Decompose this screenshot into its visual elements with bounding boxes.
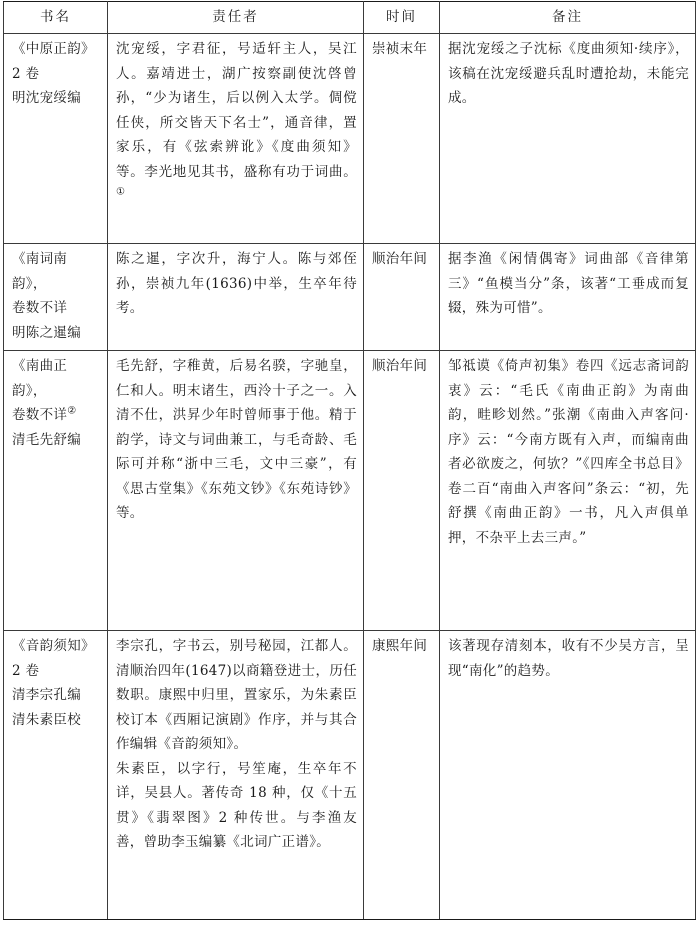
table-row [4,351,696,631]
book-proofreader: 清朱素臣校 [12,711,81,728]
author-cell [108,34,364,244]
bibliography-table [3,1,696,920]
remark-cell [440,34,696,244]
author-cell [108,631,364,920]
book-title: 《南曲正韵》， [12,358,68,399]
author-bio: 毛先舒，字稚黄，后易名骙，字驰皇，仁和人。明末诸生，西泠十子之一。入清不仕，洪昇少年时曾师事于他。精于韵学，诗文与词曲兼工，与毛奇龄、毛际可并称“浙中三毛，文中三豪”，有《思古堂集》《东苑文钞》《东苑诗钞》等。 [116,358,357,521]
remark-text: 该著现存清刻本，收有不少吴方言，呈现“南化”的趋势。 [448,638,689,679]
remark-cell [440,244,696,351]
book-compiler: 清李宗孔编 [12,687,81,703]
book-volumes: 2 卷 [12,662,40,679]
book-volumes: 卷数不详 [12,300,68,316]
time-cell: 康熙年间 [364,631,440,920]
remark-cell [440,631,696,920]
author-bio: 陈之暹，字次升，海宁人。陈与郊侄孙，崇祯九年(1636)中举，生卒年待考。 [116,251,357,316]
book-cell [4,244,108,351]
author-bio: 沈宠绥，字君征，号适轩主人，吴江人。嘉靖进士，湖广按察副使沈啓曾孙，“少为诸生，后以例入太学。倜傥任侠，所交皆天下名士”，通音律，置家乐，有《弦索辨讹》《度曲须知》等。李光地见其书，盛称有功于词曲。① [116,41,357,198]
author-cell [108,351,364,631]
book-title: 《中原正韵》 [12,41,95,57]
header-author: 责任者 [108,2,364,34]
book-volumes: 卷数不详② [12,405,77,423]
book-title: 《南词南韵》， [12,251,68,292]
header-time: 时间 [364,2,440,34]
book-compiler: 明陈之暹编 [12,324,81,341]
time-cell: 顺治年间 [364,351,440,631]
author-bio: 李宗孔，字书云，别号秘园，江都人。清顺治四年(1647)以商籍登进士，历任数职。康熙中归里，置家乐，为朱素臣校订本《西厢记演剧》作序，并与其合作编辑《音韵须知》。 [116,638,357,752]
footnote-marker: ② [67,405,77,417]
book-cell [4,34,108,244]
remark-text: 据李渔《闲情偶寄》词曲部《音律第三》“鱼模当分”条，该著“工垂成而复辍，殊为可惜”。 [448,251,689,316]
header-remark: 备注 [440,2,696,34]
time-cell: 崇祯末年 [364,34,440,244]
book-volumes: 2 卷 [12,65,40,82]
book-cell [4,631,108,920]
remark-text: 据沈宠绥之子沈标《度曲须知·续序》，该稿在沈宠绥避兵乱时遭抢劫，未能完成。 [448,41,689,106]
book-compiler: 清毛先舒编 [12,431,81,448]
table-row [4,34,696,244]
header-book: 书名 [4,2,108,34]
book-title: 《音韵须知》 [12,638,95,654]
footnote-marker: ① [116,186,126,198]
header-row [4,2,696,34]
time-cell: 顺治年间 [364,244,440,351]
book-cell [4,351,108,631]
remark-text: 邹祗谟《倚声初集》卷四《远志斋词韵衷》云：“毛氏《南曲正韵》为南曲韵，畦畛划然。”张潮《南曲入声客问·序》云：“今南方既有入声，而编南曲者必欲废之，何欤？”《四库全书总目》卷二百“南曲入声客问”条云：“初，先舒撰《南曲正韵》一书，凡入声俱单押，不杂平上去三声。” [448,358,689,546]
table-row [4,631,696,920]
table-row [4,244,696,351]
author-cell [108,244,364,351]
remark-cell [440,351,696,631]
book-compiler: 明沈宠绥编 [12,90,81,106]
author-bio-second: 朱素臣，以字行，号笙庵，生卒年不详，吴县人。著传奇 18 种，仅《十五贯》《翡翠图》2 种传世。与李渔友善，曾助李玉编纂《北词广正谱》。 [116,760,357,850]
